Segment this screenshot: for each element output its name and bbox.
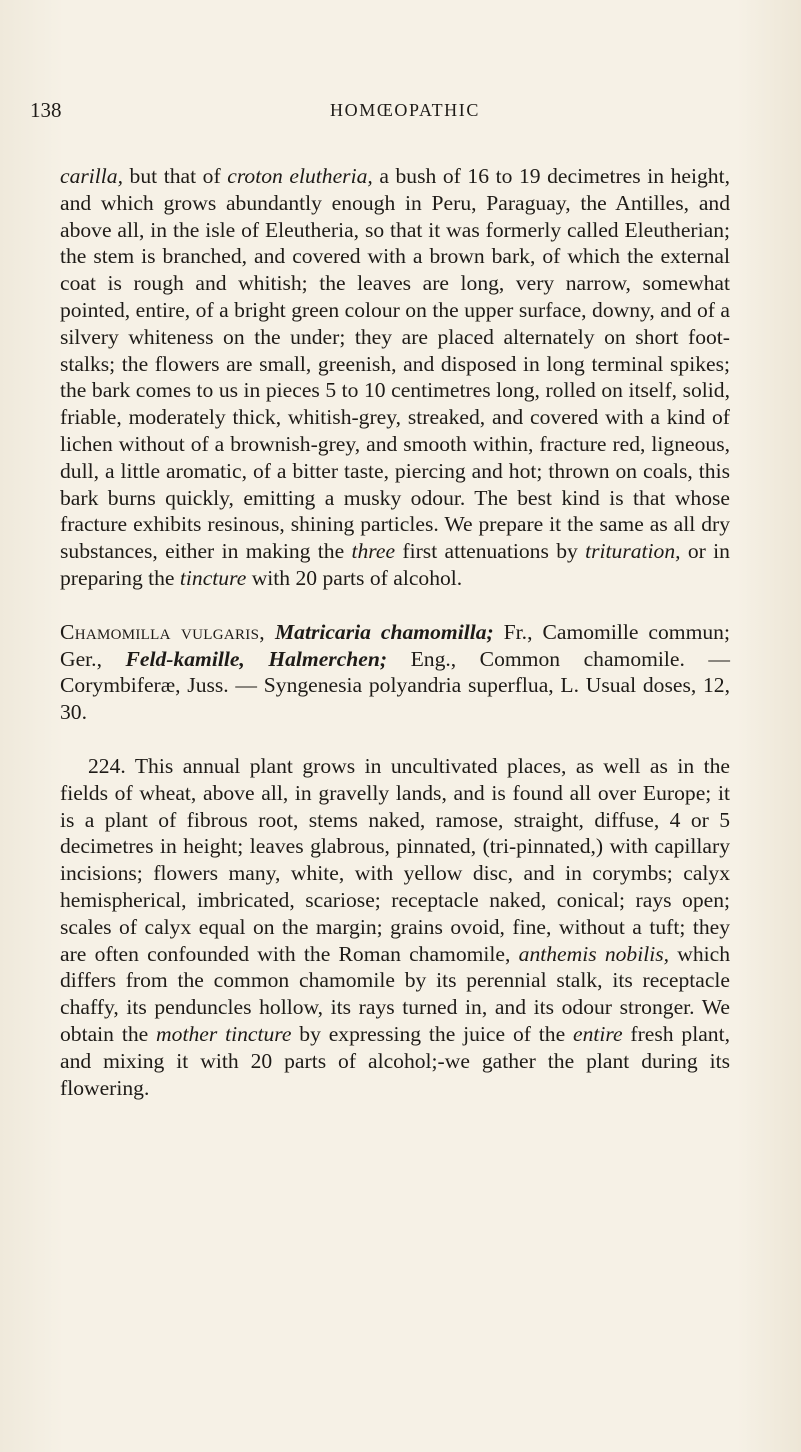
paragraph-croton: [60, 163, 730, 592]
text-span: 224. This annual plant grows in uncultivated places, as well as in the fields of wheat, above all, in gravelly lands, and is found all over Europe; it is a plant of fibrous root, stems naked, ramose, straight, diffuse, 4 or 5 decimetres in height; leaves glabrous, pinnated, (tri-pinnated,) with capillary incisions; flowers many, white, with yellow disc, and in corymbs; calyx hemispherical, imbricated, scariose; receptacle naked, conical; rays open; scales of calyx equal on the margin; grains ovoid, fine, without a tuft; they are often confounded with the Roman chamomile,: [60, 753, 730, 966]
text-span: Eng., Common chamomile. — Corymbiferæ, Juss. — Syngenesia polyandria superflua, L. Usual doses, 12, 30.: [60, 646, 731, 725]
text-span: carilla,: [60, 164, 123, 188]
text-span: anthemis nobilis,: [518, 941, 670, 966]
text-span: entire: [573, 1021, 623, 1046]
text-span: Feld-kamille, Halmerchen;: [125, 646, 388, 671]
text-span: with 20 parts of alcohol.: [246, 565, 463, 590]
text-span: Matricaria chamomilla;: [274, 619, 494, 644]
text-span: first attenuations by: [395, 539, 586, 564]
text-span: three: [351, 539, 396, 564]
page-header: [30, 98, 750, 134]
text-span: tincture: [179, 565, 247, 590]
entry-heading: Chamomilla vulgaris,: [60, 619, 265, 644]
text-span: Fr., Camomille commun; Ger.,: [60, 619, 730, 671]
paragraph-chamomilla-heading: [60, 619, 730, 726]
running-head: HOMŒOPATHIC: [330, 100, 480, 120]
text-span: a bush of 16 to 19 decimetres in height, and which grows abundantly enough in Peru, Paraguay, the Antilles, and above all, in the isle of Eleutheria, so that it was formerly called Eleutherian; the stem is branched, and covered with a brown bark, of which the external coat is rough and whitish; the leaves are long, very narrow, somewhat pointed, entire, of a bright green colour on the upper surface, downy, and of a silvery whiteness on the under; they are placed alternately on short foot-stalks; the flowers are small, greenish, and disposed in long terminal spikes; the bark comes to us in pieces 5 to 10 centimetres long, rolled on itself, solid, friable, moderately thick, whitish-grey, streaked, and covered with a kind of lichen without of a brownish-grey, and smooth within, fracture red, ligneous, dull, a little aromatic, of a bitter taste, piercing and hot; thrown on coals, this bark burns quickly, emitting a musky odour. The best kind is that whose fracture exhibits resinous, shining particles. We prepare it the same as all dry substances, either in making the: [60, 164, 730, 564]
page-number: 138: [30, 98, 62, 122]
text-span: but that of: [122, 164, 228, 188]
text-span: which differs from the common chamomile by its perennial stalk, its receptacle chaffy, its penduncles hollow, its rays turned in, and its odour stronger. We obtain the: [60, 941, 730, 1046]
page-body: [60, 163, 730, 1101]
text-span: by expressing the juice of the: [291, 1021, 573, 1046]
text-span: or in preparing the: [60, 539, 730, 590]
text-span: [265, 620, 275, 644]
text-span: fresh plant, and mixing it with 20 parts of alcohol;-we gather the plant during its flowering.: [60, 1021, 731, 1100]
text-span: trituration,: [585, 539, 681, 564]
text-span: mother tincture: [156, 1021, 292, 1046]
text-span: croton elutheria,: [227, 164, 373, 188]
paragraph-224: [60, 753, 730, 1101]
